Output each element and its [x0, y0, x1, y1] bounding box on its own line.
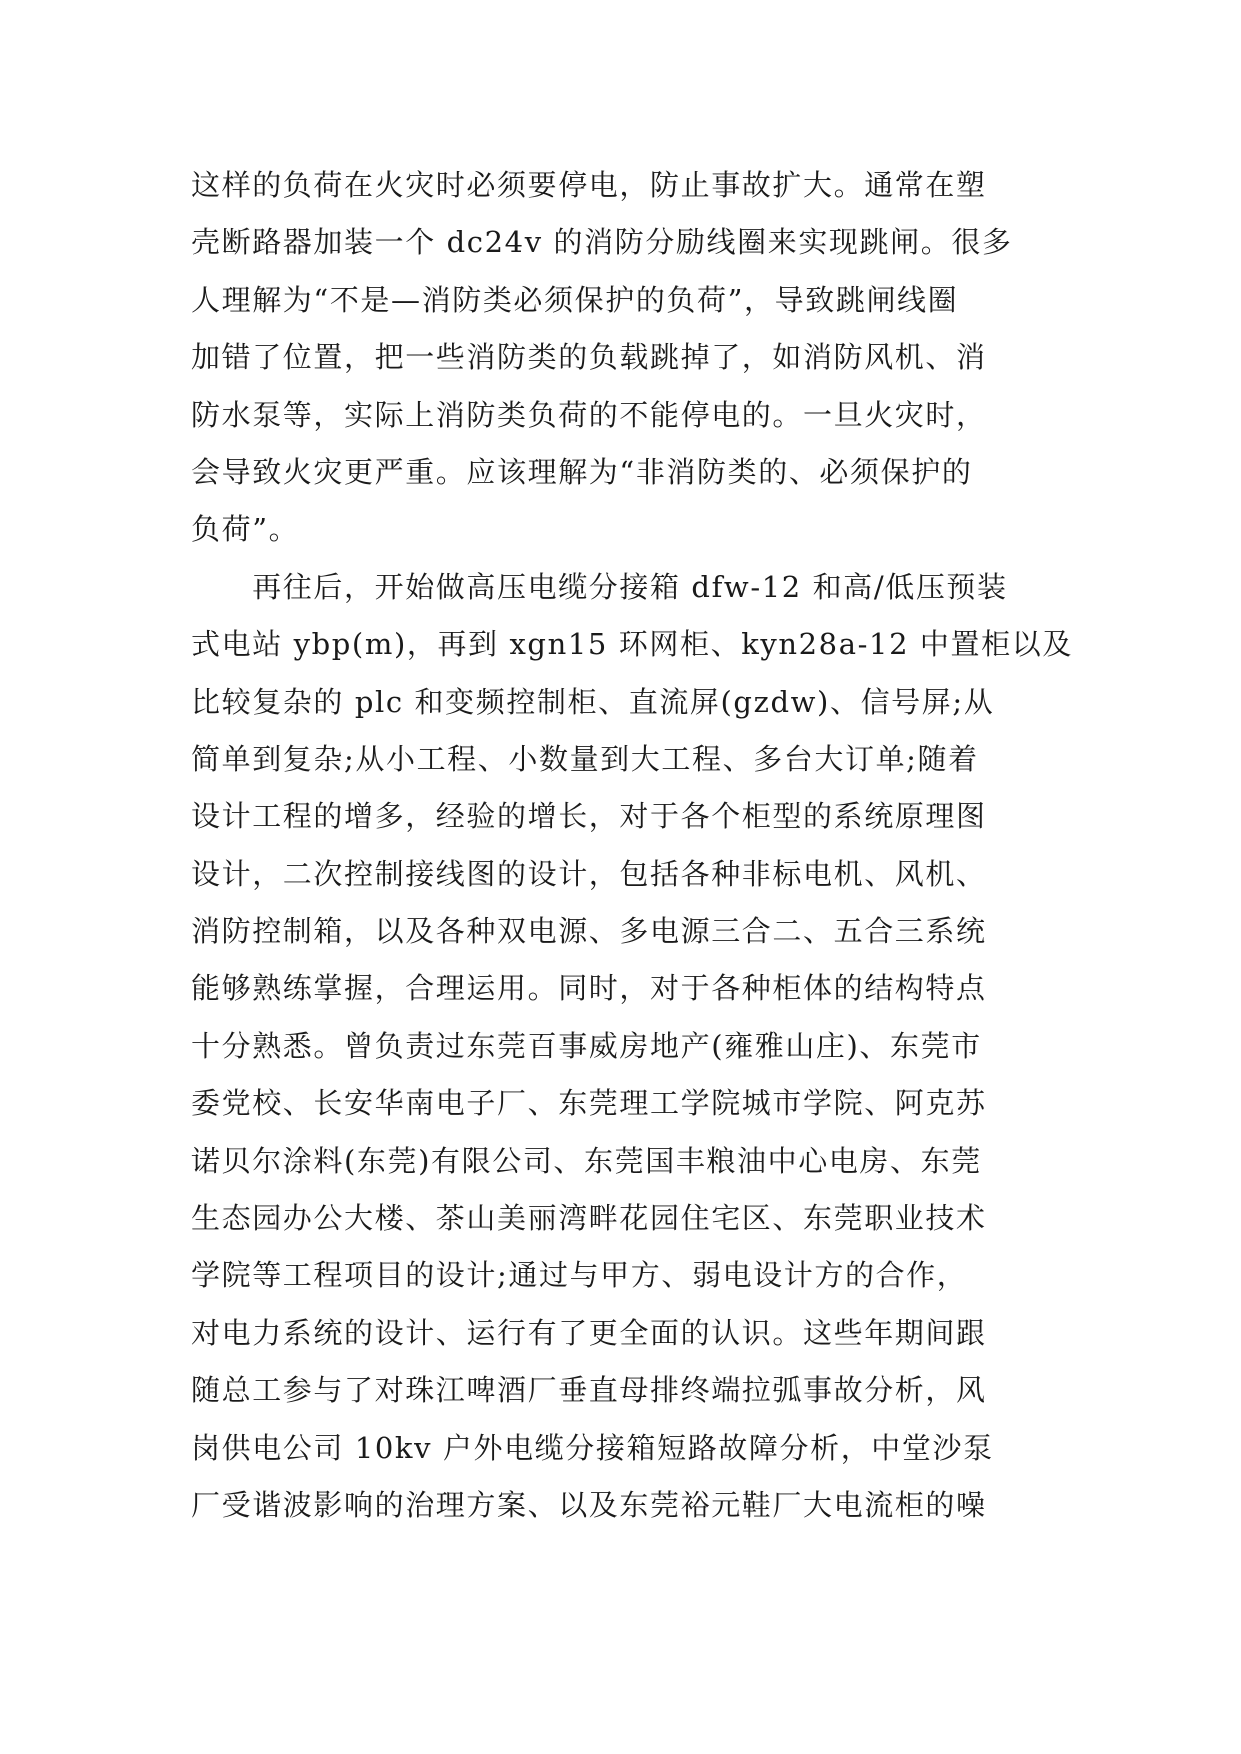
text-line: 厂受谐波影响的治理方案、以及东莞裕元鞋厂大电流柜的噪 [191, 1487, 987, 1522]
paragraph-start-line: 再往后，开始做高压电缆分接箱 dfw-12 和高/低压预装 [191, 569, 1008, 604]
text-line: 负荷”。 [191, 512, 300, 547]
body-text [191, 157, 1073, 1534]
text-line: 生态园办公大楼、茶山美丽湾畔花园住宅区、东莞职业技术 [191, 1201, 987, 1236]
text-line: 防水泵等，实际上消防类负荷的不能停电的。一旦火灾时， [191, 397, 987, 432]
text-line: 加错了位置，把一些消防类的负载跳掉了，如消防风机、消 [191, 340, 987, 375]
text-line: 会导致火灾更严重。应该理解为“非消防类的、必须保护的 [191, 454, 973, 489]
text-line: 岗供电公司 10kv 户外电缆分接箱短路故障分析，中堂沙泵 [191, 1430, 994, 1465]
text-line: 学院等工程项目的设计;通过与甲方、弱电设计方的合作， [191, 1258, 968, 1293]
text-line: 诺贝尔涂料(东莞)有限公司、东莞国丰粮油中心电房、东莞 [191, 1143, 982, 1178]
text-line: 对电力系统的设计、运行有了更全面的认识。这些年期间跟 [191, 1315, 987, 1350]
text-line: 随总工参与了对珠江啤酒厂垂直母排终端拉弧事故分析，风 [191, 1373, 987, 1408]
text-line: 比较复杂的 plc 和变频控制柜、直流屏(gzdw)、信号屏;从 [191, 684, 995, 719]
text-line: 能够熟练掌握，合理运用。同时，对于各种柜体的结构特点 [191, 971, 987, 1006]
text-line: 委党校、长安华南电子厂、东莞理工学院城市学院、阿克苏 [191, 1086, 987, 1121]
text-line: 简单到复杂;从小工程、小数量到大工程、多台大订单;随着 [191, 741, 979, 776]
text-line: 十分熟悉。曾负责过东莞百事威房地产(雍雅山庄)、东莞市 [191, 1028, 982, 1063]
text-line: 消防控制箱，以及各种双电源、多电源三合二、五合三系统 [191, 914, 987, 949]
text-line: 设计工程的增多，经验的增长，对于各个柜型的系统原理图 [191, 799, 987, 834]
text-line: 这样的负荷在火灾时必须要停电，防止事故扩大。通常在塑 [191, 168, 987, 202]
text-line: 设计，二次控制接线图的设计，包括各种非标电机、风机、 [191, 856, 987, 891]
text-line: 人理解为“不是—消防类必须保护的负荷”，导致跳闸线圈 [191, 282, 959, 317]
text-line: 式电站 ybp(m)，再到 xgn15 环网柜、kyn28a-12 中置柜以及 [191, 627, 1073, 662]
text-line: 壳断路器加装一个 dc24v 的消防分励线圈来实现跳闸。很多 [191, 225, 1013, 260]
